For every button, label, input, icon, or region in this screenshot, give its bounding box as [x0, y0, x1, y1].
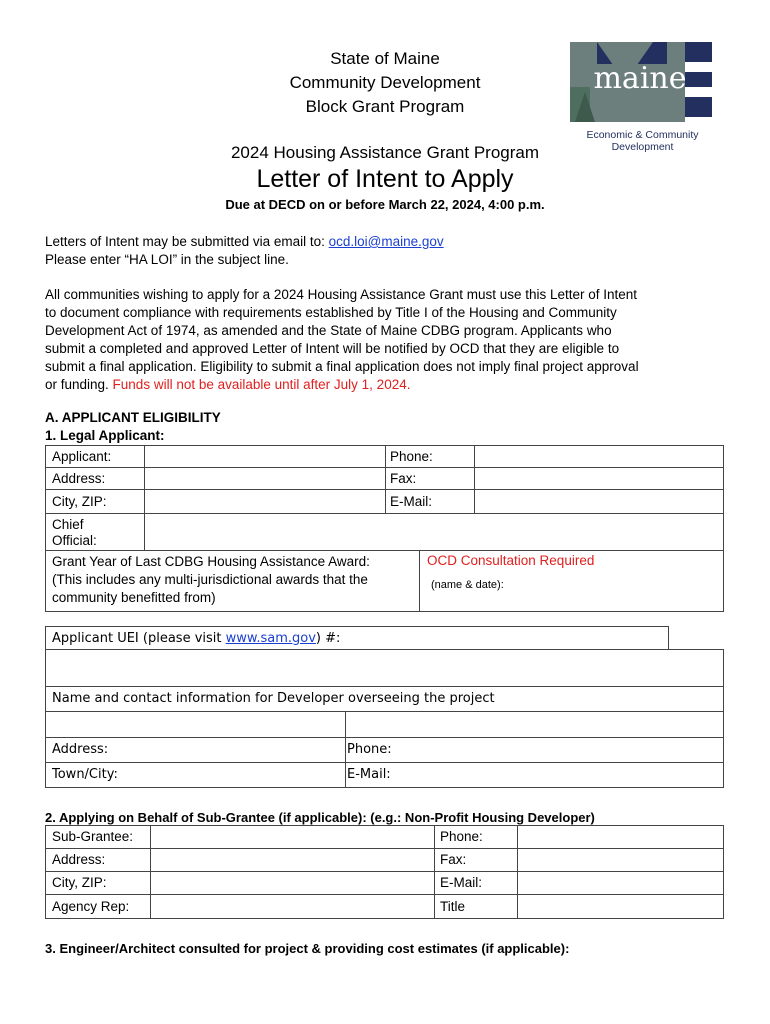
chief-official-field[interactable] [144, 513, 724, 551]
dev-email-label: E-Mail: [347, 767, 391, 782]
submission-email-line [45, 233, 735, 251]
logo-sub-line1: Economic & Community [586, 129, 699, 141]
s2-title-label: Title [440, 899, 466, 914]
address-field[interactable] [144, 467, 386, 490]
fax-field[interactable] [474, 467, 724, 490]
applicant-label: Applicant: [52, 449, 112, 464]
dev-email-cell[interactable] [345, 762, 724, 788]
email-label: E-Mail: [390, 494, 433, 509]
address-label: Address: [52, 471, 106, 486]
section-3-title: 3. Engineer/Architect consulted for project & providing cost estimates (if applicable): [45, 941, 570, 956]
agency-rep-field[interactable] [150, 894, 435, 919]
s2-phone-label: Phone: [440, 829, 483, 844]
s2-address-label: Address: [52, 852, 106, 867]
logo-sub-line2: Development [611, 141, 674, 153]
submission-prefix: Letters of Intent may be submitted via email to: [45, 234, 329, 249]
dev-town-label: Town/City: [52, 767, 118, 782]
dev-phone-cell[interactable] [345, 737, 724, 763]
maine-logo-icon [567, 42, 717, 132]
funds-warning: Funds will not be available until after July 1, 2024. [112, 377, 411, 392]
dev-address-label: Address: [52, 742, 109, 757]
page-title: Letter of Intent to Apply [256, 165, 514, 193]
intro-line: Development Act of 1974, as amended and the State of Maine CDBG program. Applicants who [45, 323, 612, 338]
s2-address-field[interactable] [150, 848, 435, 872]
subject-line-instruction: Please enter “HA LOI” in the subject line. [45, 252, 289, 267]
s2-phone-field[interactable] [517, 825, 724, 849]
uei-label [52, 631, 340, 647]
header-line-program: Block Grant Program [305, 97, 465, 116]
s2-title-field[interactable] [517, 894, 724, 919]
email-field[interactable] [474, 489, 724, 514]
uei-suffix: ) #: [315, 631, 341, 646]
intro-line: submit a final application. Eligibility to submit a final application does not imply final project approval [45, 359, 639, 374]
chief-line1: Chief [52, 517, 84, 532]
header-line-community: Community Development [289, 73, 481, 92]
due-date: Due at DECD on or before March 22, 2024, 4:00 p.m. [225, 197, 545, 212]
s2-fax-field[interactable] [517, 848, 724, 872]
maine-decd-logo [567, 42, 717, 132]
s2-city-zip-field[interactable] [150, 871, 435, 895]
chief-line2: Official: [52, 533, 97, 548]
section-a-title: A. APPLICANT ELIGIBILITY [45, 410, 221, 425]
developer-name-field[interactable] [45, 711, 346, 738]
applicant-field[interactable] [144, 445, 386, 468]
intro-paragraph [45, 286, 735, 394]
sam-gov-link[interactable]: www.sam.gov [225, 631, 316, 646]
subgrantee-field[interactable] [150, 825, 435, 849]
intro-line: to document compliance with requirements established by Title I of the Housing and Community [45, 305, 617, 320]
fax-label: Fax: [390, 471, 417, 486]
intro-line: All communities wishing to apply for a 2024 Housing Assistance Grant must use this Letter of Intent [45, 287, 638, 302]
city-zip-field[interactable] [144, 489, 386, 514]
intro-line: submit a completed and approved Letter of Intent will be notified by OCD that they are eligible to [45, 341, 620, 356]
program-title: 2024 Housing Assistance Grant Program [230, 143, 540, 162]
intro-line6: or funding. [45, 377, 113, 392]
header-line-state: State of Maine [330, 49, 440, 68]
grant-year-line3: community benefitted from) [52, 590, 216, 605]
agency-rep-label: Agency Rep: [52, 899, 130, 914]
chief-official-label [52, 517, 97, 549]
submission-email-link[interactable]: ocd.loi@maine.gov [328, 234, 444, 249]
developer-contact-field[interactable] [345, 711, 724, 738]
intro-line [45, 376, 735, 394]
s2-email-field[interactable] [517, 871, 724, 895]
s2-city-zip-label: City, ZIP: [52, 875, 107, 890]
uei-prefix: Applicant UEI (please visit [52, 631, 226, 646]
developer-label: Name and contact information for Developer overseeing the project [52, 691, 495, 706]
dev-phone-label: Phone: [347, 742, 392, 757]
grant-year-line2: (This includes any multi-jurisdictional awards that the [52, 572, 368, 587]
phone-label: Phone: [390, 449, 433, 464]
legal-applicant-title: 1. Legal Applicant: [45, 428, 165, 443]
s2-fax-label: Fax: [440, 852, 467, 867]
logo-word: maine [593, 61, 687, 96]
s2-email-label: E-Mail: [440, 875, 483, 890]
city-zip-label: City, ZIP: [52, 494, 107, 509]
phone-field[interactable] [474, 445, 724, 468]
grant-year-label [52, 553, 370, 607]
section-2-title: 2. Applying on Behalf of Sub-Grantee (if applicable): (e.g.: Non-Profit Housing Developer) [45, 810, 595, 825]
ocd-consultation-label: OCD Consultation Required [427, 553, 595, 568]
ocd-name-date-label: (name & date): [431, 579, 504, 591]
uei-field[interactable] [45, 649, 724, 687]
grant-year-line1: Grant Year of Last CDBG Housing Assistance Award: [52, 554, 370, 569]
subgrantee-label: Sub-Grantee: [52, 829, 134, 844]
